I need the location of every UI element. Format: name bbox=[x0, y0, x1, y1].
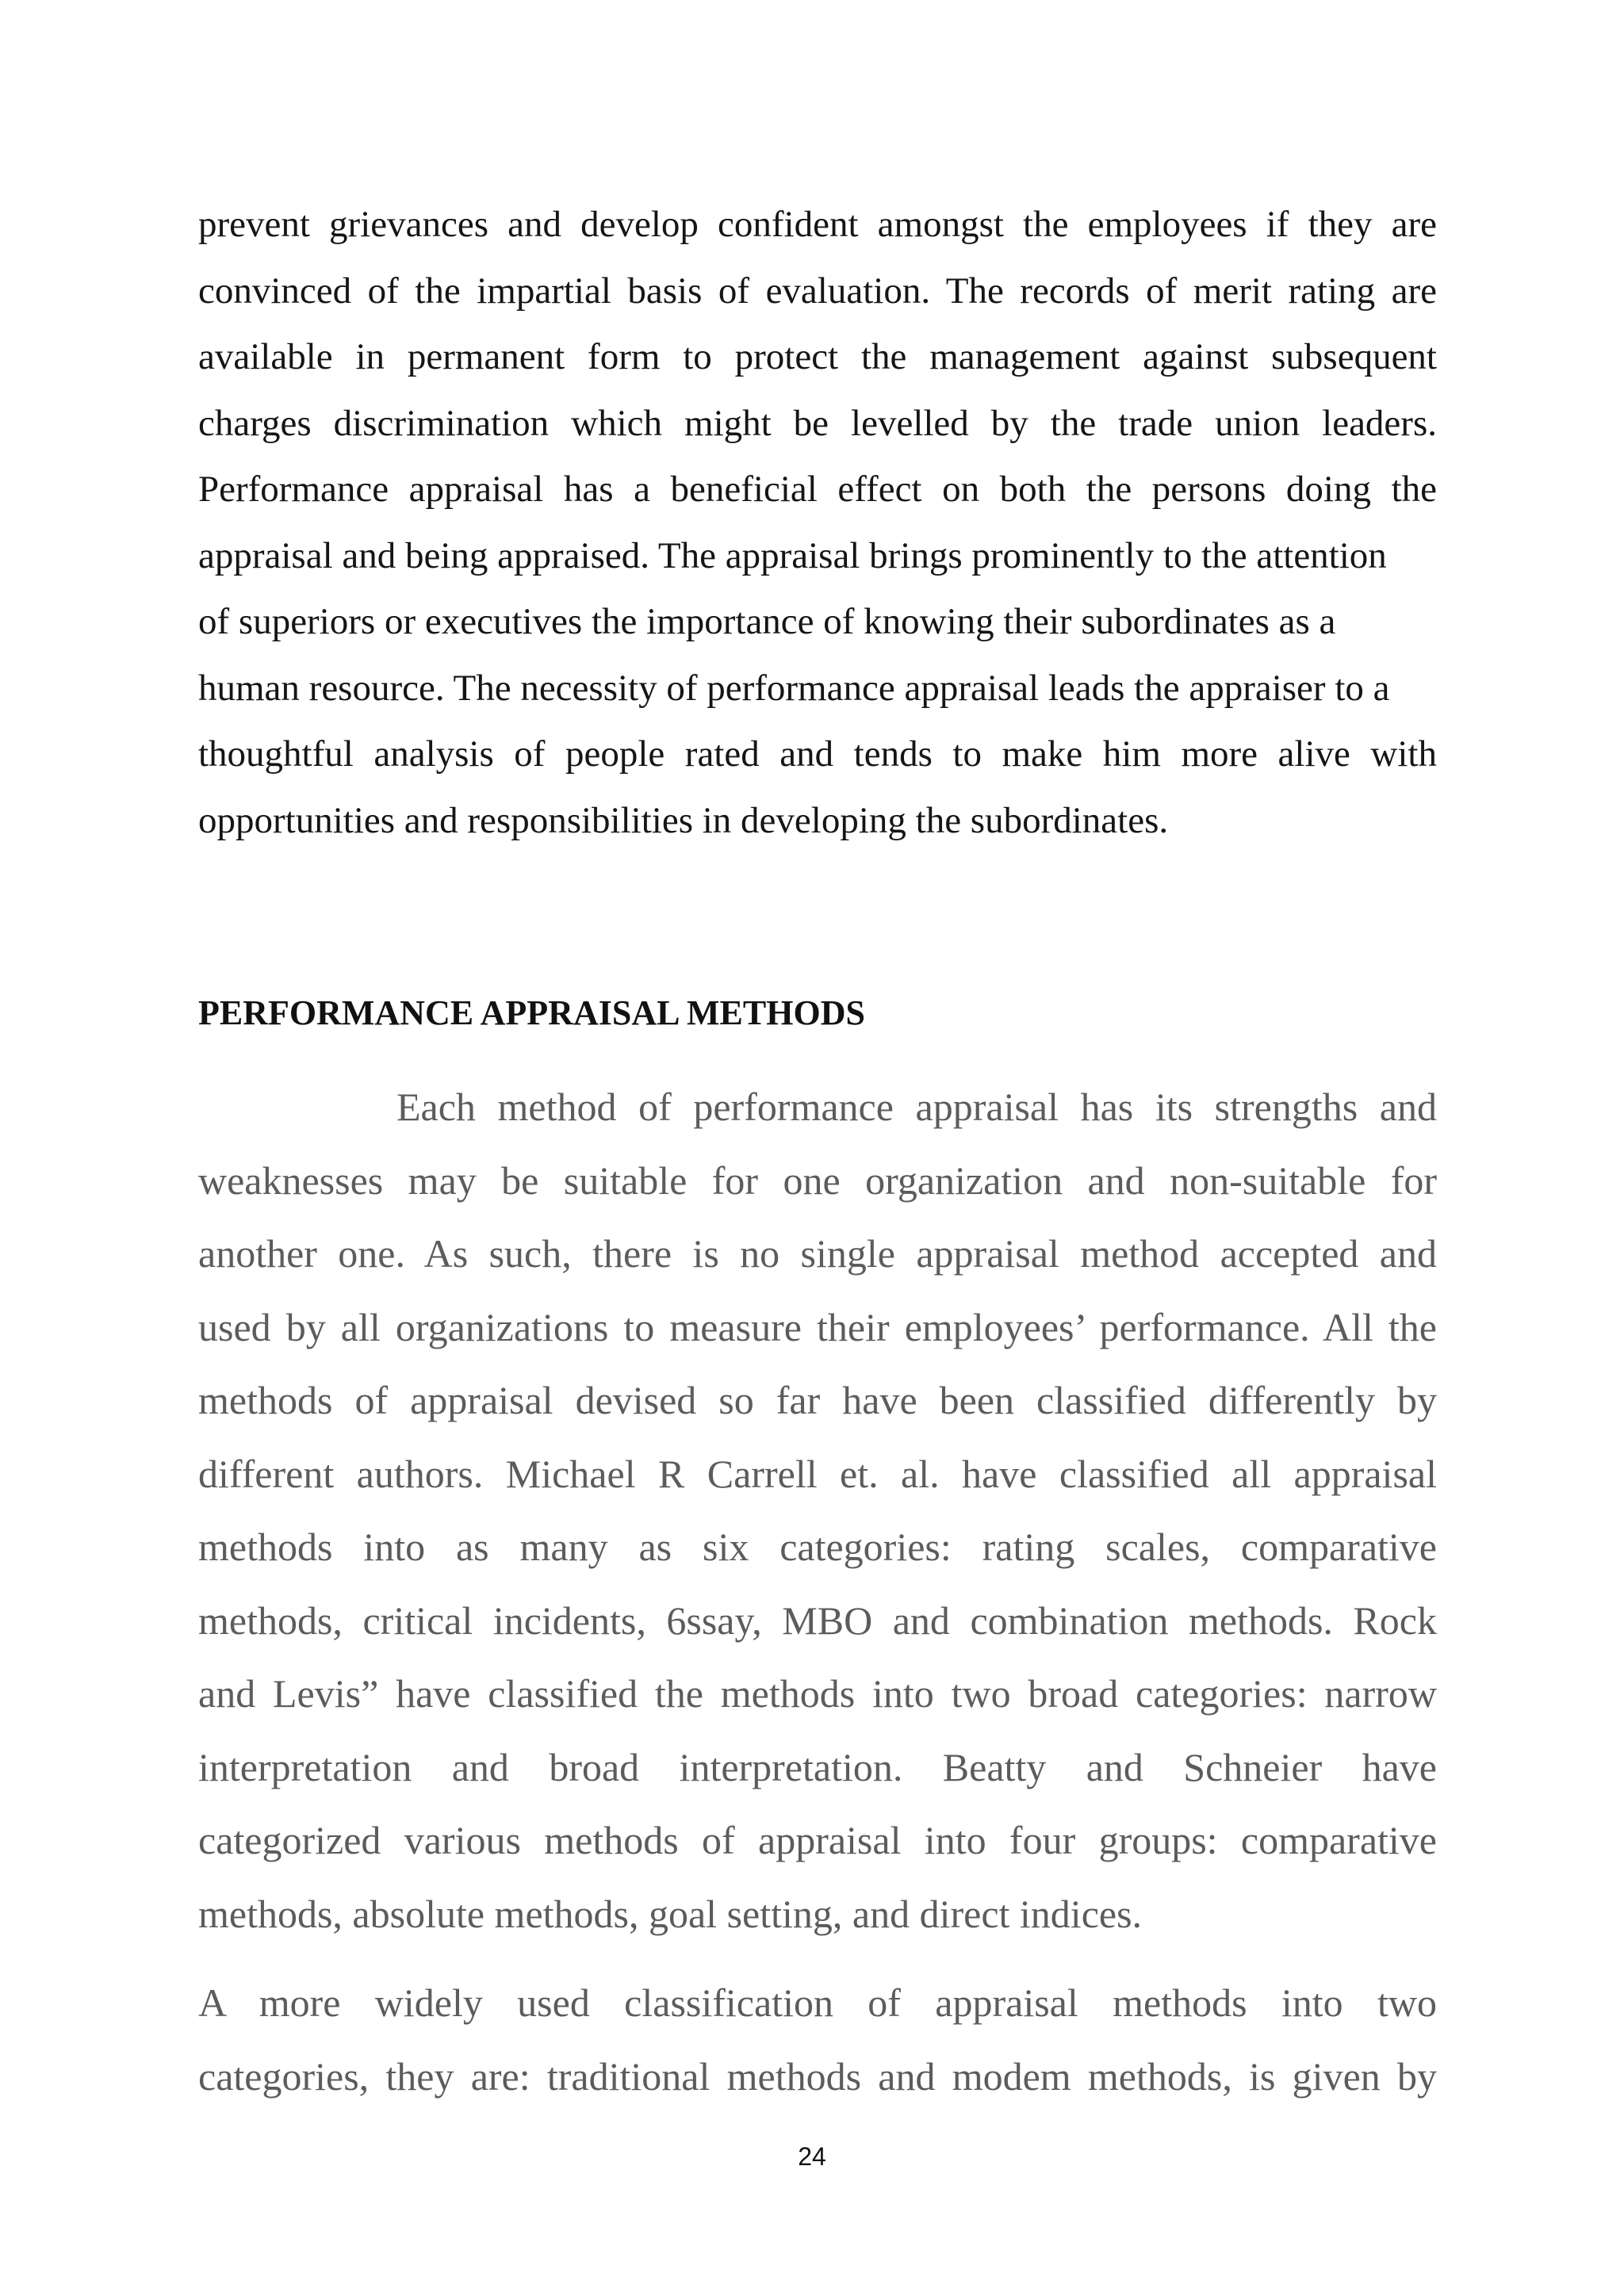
body-paragraph-3 bbox=[198, 1966, 1437, 2113]
text-line: prevent grievances and develop confident amongst the employees if they are bbox=[198, 204, 1437, 245]
body-paragraph-1 bbox=[198, 192, 1437, 854]
text-line: categories, they are: traditional methods and modem methods, is given by bbox=[198, 2053, 1437, 2099]
body-paragraph-2 bbox=[198, 1070, 1437, 1950]
text-line: methods into as many as six categories: rating scales, comparative bbox=[198, 1525, 1437, 1569]
text-line: appraisal and being appraised. The appraisal brings prominently to the attention bbox=[198, 534, 1387, 576]
text-line: another one. As such, there is no single appraisal method accepted and bbox=[198, 1231, 1437, 1276]
section-heading: PERFORMANCE APPRAISAL METHODS bbox=[198, 993, 865, 1032]
page-number: 24 bbox=[798, 2142, 826, 2171]
text-line: methods of appraisal devised so far have been classified differently by bbox=[198, 1378, 1437, 1422]
text-line: opportunities and responsibilities in developing the subordinates. bbox=[198, 799, 1169, 841]
text-line: convinced of the impartial basis of evaluation. The records of merit rating are bbox=[198, 270, 1437, 312]
text-line: methods, absolute methods, goal setting, and direct indices. bbox=[198, 1891, 1143, 1936]
text-line: methods, critical incidents, 6ssay, MBO and combination methods. Rock bbox=[198, 1598, 1437, 1643]
text-line: charges discrimination which might be levelled by the trade union leaders. bbox=[198, 402, 1437, 444]
text-line: A more widely used classification of appraisal methods into two bbox=[198, 1980, 1437, 2025]
text-line: thoughtful analysis of people rated and tends to make him more alive with bbox=[198, 733, 1437, 775]
text-line: Each method of performance appraisal has its strengths and bbox=[396, 1085, 1437, 1129]
text-line: categorized various methods of appraisal into four groups: comparative bbox=[198, 1818, 1437, 1862]
text-line: of superiors or executives the importance of knowing their subordinates as a bbox=[198, 601, 1336, 642]
text-line: used by all organizations to measure their employees’ performance. All the bbox=[198, 1304, 1437, 1349]
text-line: weaknesses may be suitable for one organization and non-suitable for bbox=[198, 1158, 1437, 1203]
text-line: Performance appraisal has a beneficial effect on both the persons doing the bbox=[198, 469, 1437, 510]
text-line: available in permanent form to protect the management against subsequent bbox=[198, 336, 1437, 377]
text-line: interpretation and broad interpretation. Beatty and Schneier have bbox=[198, 1744, 1437, 1789]
text-line: different authors. Michael R Carrell et. al. have classified all appraisal bbox=[198, 1451, 1437, 1496]
text-line: human resource. The necessity of performance appraisal leads the appraiser to a bbox=[198, 667, 1390, 709]
text-line: and Levis” have classified the methods into two broad categories: narrow bbox=[198, 1671, 1437, 1716]
